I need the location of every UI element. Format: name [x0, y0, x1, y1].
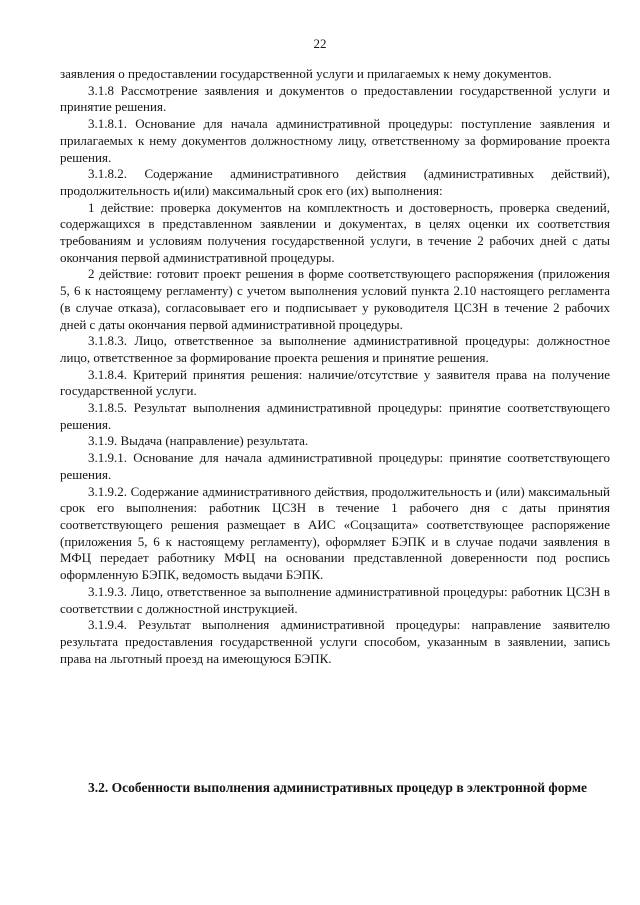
paragraph-3-1-9-1: 3.1.9.1. Основание для начала административной процедуры: принятие соответствующего решения. — [60, 450, 610, 482]
paragraph-3-1-9-4: 3.1.9.4. Результат выполнения административной процедуры: направление заявителю результата предоставления государственной услуги способом, указанным в заявлении, запись права на льготный проезд на имеющуюся БЭПК. — [60, 617, 610, 666]
paragraph-3-1-8-5: 3.1.8.5. Результат выполнения административной процедуры: принятие соответствующего решения. — [60, 400, 610, 432]
paragraph-3-1-8-4: 3.1.8.4. Критерий принятия решения: наличие/отсутствие у заявителя права на получение государственной услуги. — [60, 366, 610, 399]
paragraph-3-1-8: 3.1.8 Рассмотрение заявления и документов о предоставлении государственной услуги и принятие решения. — [60, 82, 610, 115]
document-body — [60, 66, 610, 667]
paragraph-3-1-8-1: 3.1.8.1. Основание для начала административной процедуры: поступление заявления и прилагаемых к нему документов должностному лицу, ответственному за формирование проекта решения. — [60, 116, 610, 165]
paragraph-3-1-9: 3.1.9. Выдача (направление) результата. — [88, 433, 309, 449]
section-heading: 3.2. Особенности выполнения административных процедур в электронной форме — [88, 780, 588, 795]
paragraph-3-1-8-3: 3.1.8.3. Лицо, ответственное за выполнение административной процедуры: должностное лицо, ответственное за формирование проекта решения и принятие решения. — [60, 333, 610, 365]
paragraph-action-1: 1 действие: проверка документов на комплектность и достоверность, проверка сведений, содержащихся в представленном заявлении и документах, в целях оценки их соответствия требованиям и условиям получения государственной услуги, в течение 2 рабочих дней с даты окончания первой административной процедуры. — [60, 199, 610, 265]
page-number: 22 — [313, 36, 327, 51]
paragraph-3-1-9-3: 3.1.9.3. Лицо, ответственное за выполнение административной процедуры: работник ЦСЗН в соответствии с должностной инструкцией. — [60, 583, 610, 616]
paragraph-continuation: заявления о предоставлении государственной услуги и прилагаемых к нему документов. — [60, 66, 552, 81]
paragraph-action-2: 2 действие: готовит проект решения в форме соответствующего распоряжения (приложения 5, 6 к настоящему регламенту) с учетом выполнения условий пункта 2.10 настоящего регламента (в случае отказа), согласовывает его и подписывает у руководителя ЦСЗН в течение 2 рабочих дней с даты окончания первой административной процедуры. — [60, 266, 610, 332]
paragraph-3-1-9-2: 3.1.9.2. Содержание административного действия, продолжительность и (или) максимальный срок его выполнения: работник ЦСЗН в течение 1 рабочего дня с даты принятия соответствующего решения размещает в АИС «Соцзащита» соответствующее распоряжение (приложения 5, 6 к настоящему регламенту), оформляет БЭПК и в случае подачи заявления в МФЦ передает работнику МФЦ на основании представленной доверенности под роспись оформленную БЭПК, ведомость выдачи БЭПК. — [60, 483, 610, 583]
paragraph-3-1-8-2: 3.1.8.2. Содержание административного действия (административных действий), продолжительность и(или) максимальный срок его (их) выполнения: — [60, 166, 610, 198]
